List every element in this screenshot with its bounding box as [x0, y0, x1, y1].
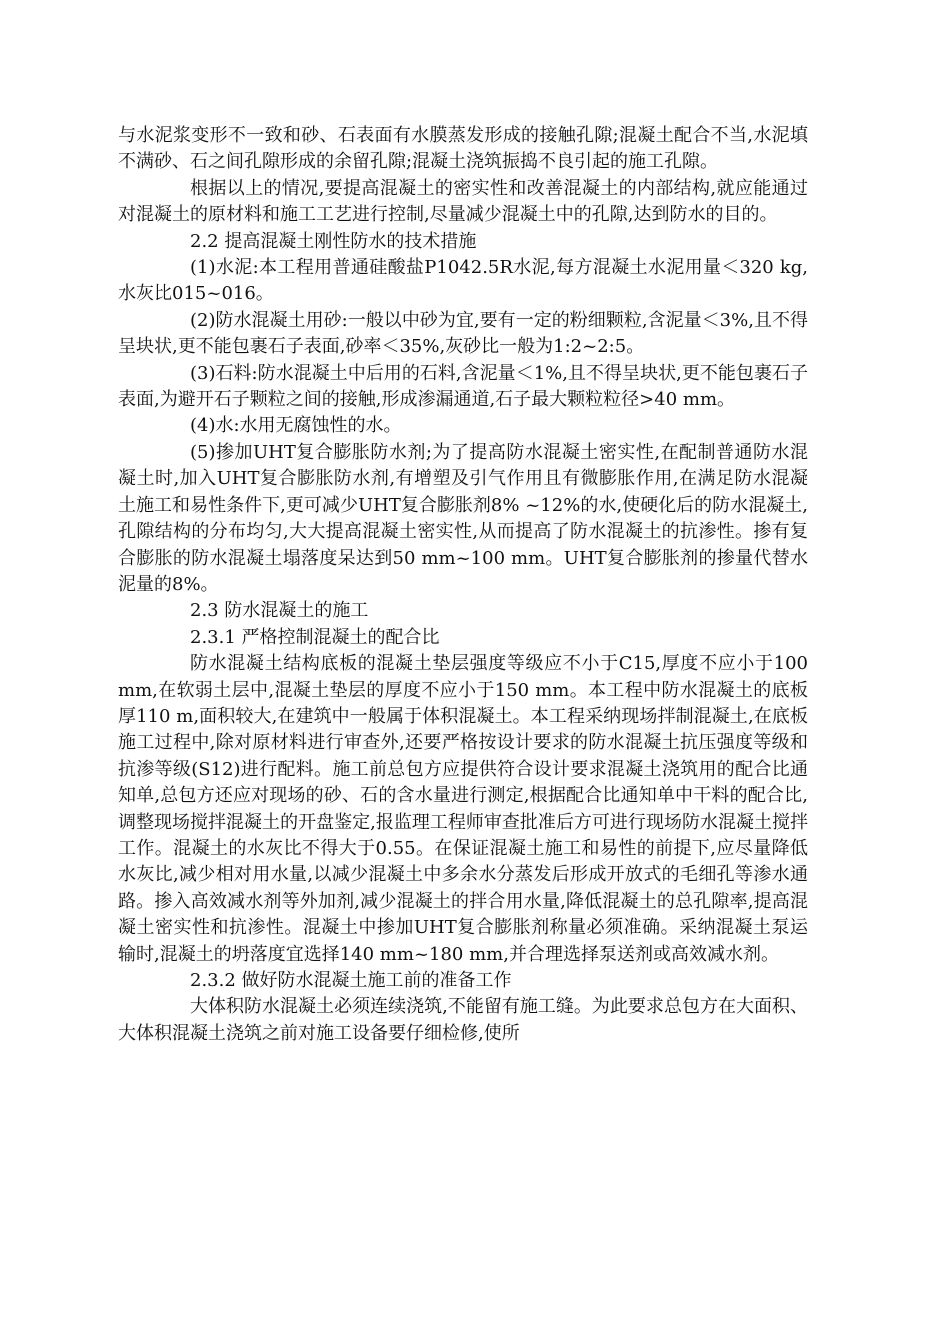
section-heading-2-2: 2.2 提高混凝土刚性防水的技术措施 — [190, 230, 477, 252]
item-sand: (2)防水混凝土用砂:一般以中砂为宜,要有一定的粉细颗粒,含泥量＜3%,且不得呈块状,更不能包裹石子表面,砂率＜35%,灰砂比一般为1:2~2:5。 — [118, 309, 808, 358]
paragraph-preparation: 大体积防水混凝土必须连续浇筑,不能留有施工缝。为此要求总包方在大面积、大体积混凝土浇筑之前对施工设备要仔细检修,使所 — [118, 996, 808, 1044]
item-admixture: (5)掺加UHT复合膨胀防水剂;为了提高防水混凝土密实性,在配制普通防水混凝土时,加入UHT复合膨胀防水剂,有增塑及引气作用且有微膨胀作用,在满足防水混凝土施工和易性条件下,更可减少UHT复合膨胀剂8% ~12%的水,使硬化后的防水混凝土,孔隙结构的分布均匀,大大提高混凝土密实性,从而提高了防水混凝土的抗渗性。掺有复合膨胀的防水混凝土塌落度呆达到50 mm~100 mm。UHT复合膨胀剂的掺量代替水泥量的8%。 — [118, 441, 808, 595]
item-water: (4)水:水用无腐蚀性的水。 — [190, 415, 402, 437]
document-page — [118, 123, 808, 1047]
item-stone: (3)石料:防水混凝土中后用的石料,含泥量＜1%,且不得呈块状,更不能包裹石子表面,为避开石子颗粒之间的接触,形成渗漏通道,石子最大颗粒粒径>40 mm。 — [118, 362, 808, 411]
paragraph-summary: 根据以上的情况,要提高混凝土的密实性和改善混凝土的内部结构,就应能通过对混凝土的原材料和施工工艺进行控制,尽量减少混凝土中的孔隙,达到防水的目的。 — [118, 177, 808, 226]
section-heading-2-3-2: 2.3.2 做好防水混凝土施工前的准备工作 — [190, 970, 512, 991]
paragraph-mix-ratio: 防水混凝土结构底板的混凝土垫层强度等级应不小于C15,厚度不应小于100 mm,在软弱土层中,混凝土垫层的厚度不应小于150 mm。本工程中防水混凝土的底板厚110 m,面积较大,在建筑中一般属于体积混凝土。本工程采纳现场拌制混凝土,在底板施工过程中,除对原材料进行审查外,还要严格按设计要求的防水混凝土抗压强度等级和抗渗等级(S12)进行配料。施工前总包方应提供符合设计要求混凝土浇筑用的配合比通知单,总包方还应对现场的砂、石的含水量进行测定,根据配合比通知单中干料的配合比,调整现场搅拌混凝土的开盘鉴定,报监理工程师审查批准后方可进行现场防水混凝土搅拌工作。混凝土的水灰比不得大于0.55。在保证混凝土施工和易性的前提下,应尽量降低水灰比,减少相对用水量,以减少混凝土中多余水分蒸发后形成开放式的毛细孔等渗水通路。掺入高效减水剂等外加剂,减少混凝土的拌合用水量,降低混凝土的总孔隙率,提高混凝土密实性和抗渗性。混凝土中掺加UHT复合膨胀剂称量必须准确。采纳混凝土泵运输时,混凝土的坍落度宜选择140 mm~180 mm,并合理选择泵送剂或高效减水剂。 — [118, 653, 808, 965]
paragraph-pores-continued: 与水泥浆变形不一致和砂、石表面有水膜蒸发形成的接触孔隙;混凝土配合不当,水泥填不满砂、石之间孔隙形成的余留孔隙;混凝土浇筑振捣不良引起的施工孔隙。 — [118, 125, 808, 173]
item-cement: (1)水泥:本工程用普通硅酸盐P1042.5R水泥,每方混凝土水泥用量＜320 kg,水灰比015~016。 — [118, 257, 808, 305]
section-heading-2-3-1: 2.3.1 严格控制混凝土的配合比 — [190, 626, 440, 648]
section-heading-2-3: 2.3 防水混凝土的施工 — [190, 600, 369, 622]
